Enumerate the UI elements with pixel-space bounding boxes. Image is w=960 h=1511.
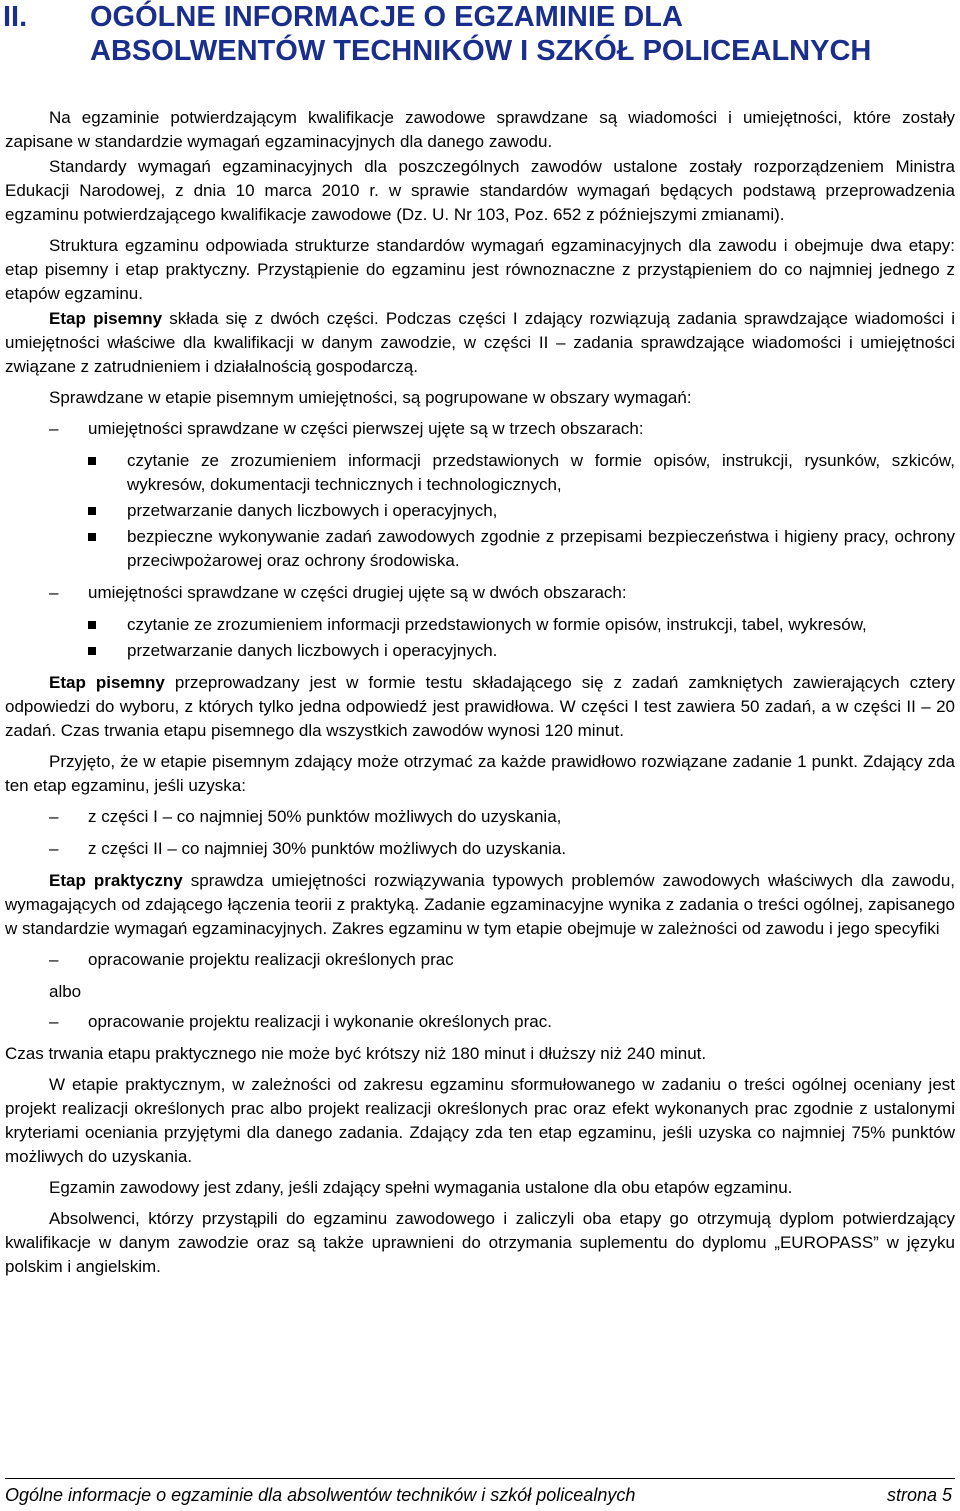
footer-title: Ogólne informacje o egzaminie dla absolwentów techników i szkół policealnych [5, 1485, 636, 1505]
dash-bullet: – [49, 419, 59, 438]
list-item-text: opracowanie projektu realizacji określonych prac [88, 950, 454, 969]
sub-list-item-text: bezpieczne wykonywanie zadań zawodowych zgodnie z przepisami bezpieczeństwa i higieny pracy, ochrony przeciwpożarowej oraz ochrony środowiska. [127, 527, 955, 570]
sub-list-item-text: przetwarzanie danych liczbowych i operacyjnych, [127, 501, 498, 520]
sub-list-item [5, 499, 955, 523]
dash-bullet: – [49, 583, 59, 602]
sub-list-item-text: przetwarzanie danych liczbowych i operacyjnych. [127, 641, 498, 660]
paragraph-text: składa się z dwóch części. Podczas części I zdający rozwiązują zadania sprawdzające wiadomości i umiejętności właściwe dla kwalifikacji w danym zawodzie, w części II – zadania sprawdzające wiadomości i umiejętności związane z zatrudnieniem i działalnością gospodarczą. [5, 309, 955, 376]
list-item [5, 1010, 955, 1034]
paragraph-standards: Standardy wymagań egzaminacyjnych dla poszczególnych zawodów ustalone zostały rozporządzeniem Ministra Edukacji Narodowej, z dnia 10 marca 2010 r. w sprawie standardów wymagań będących podstawą przeprowadzenia egzaminu potwierdzającego kwalifikacje zawodowe (Dz. U. Nr 103, Poz. 652 z późniejszymi zmianami). [5, 157, 955, 224]
paragraph-scoring: Przyjęto, że w etapie pisemnym zdający może otrzymać za każde prawidłowo rozwiązane zadanie 1 punkt. Zdający zda ten etap egzaminu, jeśli uzyska: [5, 752, 955, 795]
paragraph-areas-intro: Sprawdzane w etapie pisemnym umiejętności, są pogrupowane w obszary wymagań: [49, 388, 692, 407]
dash-bullet: – [49, 807, 59, 826]
list-item [5, 837, 955, 861]
page-number: strona 5 [886, 1485, 952, 1505]
dash-bullet: – [49, 1012, 59, 1031]
sub-list-item-text: czytanie ze zrozumieniem informacji przedstawionych w formie opisów, instrukcji, rysunków, szkiców, wykresów, dokumentacji technicznych i technologicznych, [127, 451, 955, 494]
paragraph-written-parts [5, 307, 955, 379]
albo-label: albo [49, 982, 82, 1001]
paragraph-structure: Struktura egzaminu odpowiada strukturze standardów wymagań egzaminacyjnych dla zawodu i obejmuje dwa etapy: etap pisemny i etap praktyczny. Przystąpienie do egzaminu jest równoznaczne z przystąpieniem do co najmniej jednego z etapów egzaminu. [5, 236, 955, 303]
square-bullet-icon [88, 621, 96, 629]
bold-term: Etap praktyczny [49, 871, 183, 890]
paragraph-practical-assessment: W etapie praktycznym, w zależności od zakresu egzaminu sformułowanego w zadaniu o treści ogólnej oceniany jest projekt realizacji określonych prac albo projekt realizacji określonych prac oraz efekt wykonanych prac zgodnie z ustalonymi kryteriami oceniania przyjętymi dla danego zadania. Zdający zda ten etap egzaminu, jeśli uzyska co najmniej 75% punktów możliwych do uzyskania. [5, 1075, 955, 1166]
dash-bullet: – [49, 950, 59, 969]
sub-list-item [5, 639, 955, 663]
square-bullet-icon [88, 457, 96, 465]
sub-list-item-text: czytanie ze zrozumieniem informacji przedstawionych w formie opisów, instrukcji, tabel, wykresów, [127, 615, 867, 634]
paragraph-duration: Czas trwania etapu praktycznego nie może być krótszy niż 180 minut i dłuższy niż 240 minut. [5, 1044, 707, 1063]
list-item [5, 948, 955, 972]
paragraph-text: sprawdza umiejętności rozwiązywania typowych problemów zawodowych właściwych dla zawodu, wymagających od zdającego łączenia teorii z praktyką. Zadanie egzaminacyjne wynika z zadania o treści ogólnej, zapisanego w standardzie wymagań egzaminacyjnych. Zakres egzaminu w tym etapie obejmuje w zależności od zawodu i jego specyfiki [5, 871, 955, 938]
footer-divider [5, 1478, 955, 1479]
square-bullet-icon [88, 647, 96, 655]
section-title-line-2: ABSOLWENTÓW TECHNIKÓW I SZKÓŁ POLICEALNYCH [90, 35, 872, 67]
sub-list-item [5, 525, 955, 573]
list-item-text: z części II – co najmniej 30% punktów możliwych do uzyskania. [88, 839, 567, 858]
list-item [5, 417, 955, 441]
section-title-line-1: OGÓLNE INFORMACJE O EGZAMINIE DLA [90, 1, 683, 33]
list-item [5, 581, 955, 605]
list-item-text: umiejętności sprawdzane w części pierwszej ujęte są w trzech obszarach: [88, 419, 644, 438]
bold-term: Etap pisemny [49, 673, 165, 692]
paragraph-pass-condition: Egzamin zawodowy jest zdany, jeśli zdający spełni wymagania ustalone dla obu etapów egzaminu. [49, 1178, 793, 1197]
document-body [5, 106, 955, 1286]
paragraph-intro: Na egzaminie potwierdzającym kwalifikacje zawodowe sprawdzane są wiadomości i umiejętności, które zostały zapisane w standardzie wymagań egzaminacyjnych dla danego zawodu. [5, 108, 955, 151]
paragraph-practical [5, 869, 955, 941]
paragraph-written-format [5, 671, 955, 743]
list-item-text: z części I – co najmniej 50% punktów możliwych do uzyskania, [88, 807, 562, 826]
section-number: II. [3, 1, 28, 33]
sub-list-item [5, 449, 955, 497]
dash-bullet: – [49, 839, 59, 858]
sub-list-item [5, 613, 955, 637]
bold-term: Etap pisemny [49, 309, 163, 328]
list-item [5, 805, 955, 829]
square-bullet-icon [88, 507, 96, 515]
square-bullet-icon [88, 533, 96, 541]
paragraph-diploma: Absolwenci, którzy przystąpili do egzaminu zawodowego i zaliczyli oba etapy go otrzymują dyplom potwierdzający kwalifikacje w danym zawodzie oraz są także uprawnieni do otrzymania suplementu do dyplomu „EUROPASS” w języku polskim i angielskim. [5, 1209, 955, 1276]
list-item-text: opracowanie projektu realizacji i wykonanie określonych prac. [88, 1012, 552, 1031]
list-item-text: umiejętności sprawdzane w części drugiej ujęte są w dwóch obszarach: [88, 583, 627, 602]
paragraph-text: przeprowadzany jest w formie testu składającego się z zadań zamkniętych zawierających cztery odpowiedzi do wyboru, z których tylko jedna odpowiedź jest prawidłowa. W części I test zawiera 50 zadań, a w części II – 20 zadań. Czas trwania etapu pisemnego dla wszystkich zawodów wynosi 120 minut. [5, 673, 955, 740]
